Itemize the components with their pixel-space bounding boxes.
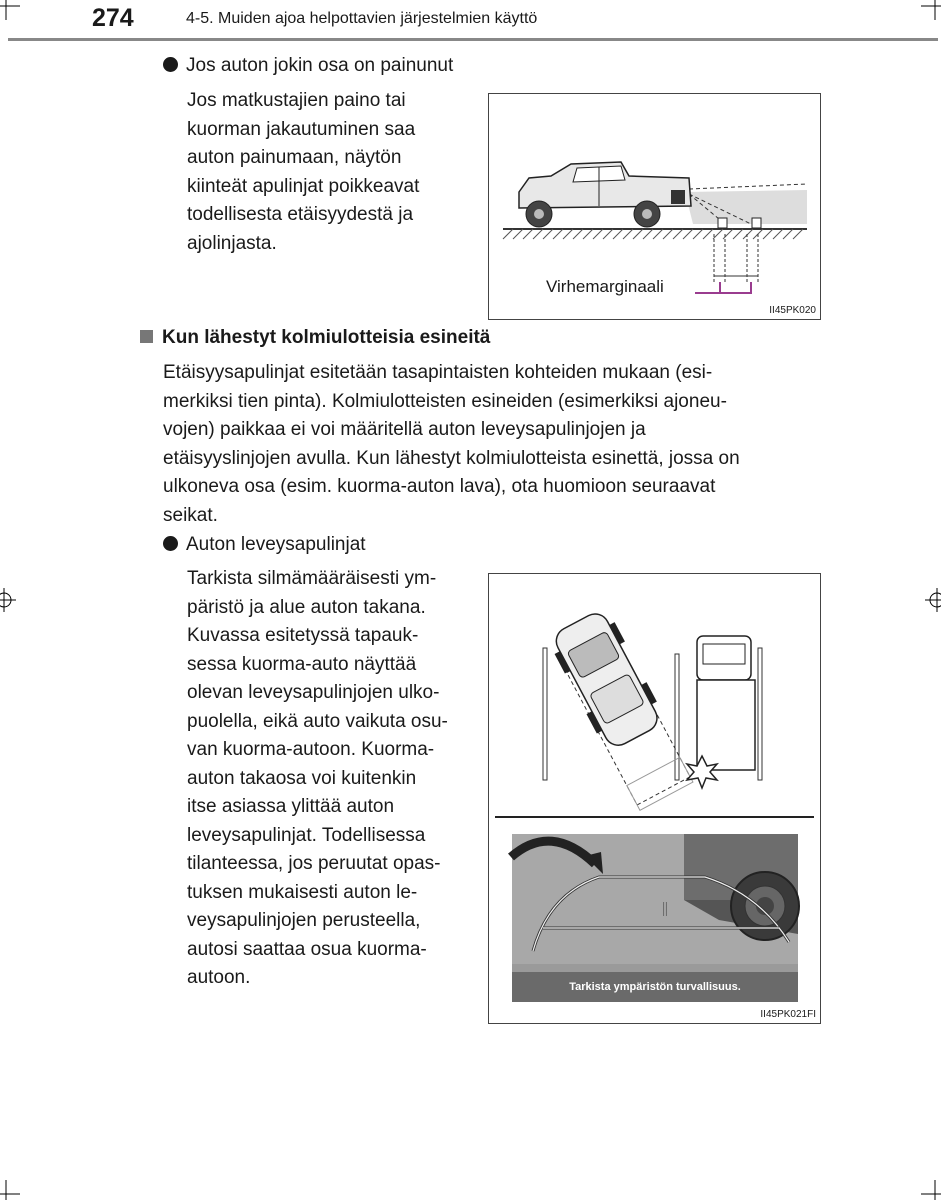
registration-mark-right xyxy=(925,588,941,612)
text-line: ulkoneva osa (esim. kuorma-auton lava), ota huomioon seuraavat xyxy=(163,476,716,497)
text-line: itse asiassa ylittää auton xyxy=(187,796,395,817)
figure-truck-overhang xyxy=(488,573,821,1024)
figure-code: II45PK021FI xyxy=(760,1009,816,1020)
section-title: 4-5. Muiden ajoa helpottavien järjestelmien käyttö xyxy=(186,10,538,27)
text-line: ajolinjasta. xyxy=(187,232,277,254)
registration-mark-left xyxy=(0,588,16,612)
block1-paragraph xyxy=(187,87,470,258)
text-line: päristö ja alue auton takana. xyxy=(187,596,426,618)
text-line: Jos matkustajien paino tai xyxy=(187,90,406,111)
camera-warning-text: Tarkista ympäristön turvallisuus. xyxy=(569,981,741,993)
block2-paragraph xyxy=(187,565,470,993)
crop-mark-top-right xyxy=(921,0,941,20)
bullet-dot-icon xyxy=(163,536,178,551)
text-line: sessa kuorma-auto näyttää xyxy=(187,653,417,675)
text-line: autoon. xyxy=(187,967,251,988)
text-line: veysapulinjojen perusteella, xyxy=(187,910,421,931)
error-margin-label: Virhemarginaali xyxy=(546,277,664,296)
text-line: autosi saattaa osua kuorma- xyxy=(187,938,427,960)
crop-mark-bottom-left xyxy=(0,1180,20,1200)
text-line: merkiksi tien pinta). Kolmiulotteisten esineiden (esimerkiksi ajoneu- xyxy=(163,390,727,412)
bullet-item-sagging xyxy=(163,52,453,80)
figure-code: II45PK020 xyxy=(769,305,816,316)
text-line: leveysapulinjat. Todellisessa xyxy=(187,824,426,846)
bullet-text: Jos auton jokin osa on painunut xyxy=(186,55,454,76)
bullet-dot-icon xyxy=(163,57,178,72)
text-line: van kuorma-autoon. Kuorma- xyxy=(187,739,435,760)
text-line: seikat. xyxy=(163,504,218,526)
parking-diagram xyxy=(489,574,820,1023)
text-line: etäisyyslinjojen avulla. Kun lähestyt kolmiulotteista esinettä, jossa on xyxy=(163,447,740,469)
text-line: Tarkista silmämääräisesti ym- xyxy=(187,568,437,589)
crop-mark-top-left xyxy=(0,0,20,20)
text-line: Etäisyysapulinjat esitetään tasapintaisten kohteiden mukaan (esi- xyxy=(163,362,713,383)
text-line: kuorman jakautuminen saa xyxy=(187,118,416,140)
text-line: auton takaosa voi kuitenkin xyxy=(187,767,417,789)
text-line: todellisesta etäisyydestä ja xyxy=(187,204,414,225)
section2-paragraph xyxy=(163,359,813,530)
bullet-item-width-lines xyxy=(163,531,366,559)
bullet-text: Auton leveysapulinjat xyxy=(186,534,366,555)
header-rule xyxy=(8,38,938,41)
text-line: auton painumaan, näytön xyxy=(187,147,402,168)
heading-text: Kun lähestyt kolmiulotteisia esineitä xyxy=(162,327,491,348)
section-heading xyxy=(140,327,490,349)
heading-square-icon xyxy=(140,330,153,343)
text-line: kiinteät apulinjat poikkeavat xyxy=(187,175,420,197)
text-line: olevan leveysapulinjojen ulko- xyxy=(187,682,440,703)
text-line: Kuvassa esitetyssä tapauk- xyxy=(187,625,419,646)
crop-mark-bottom-right xyxy=(921,1180,941,1200)
text-line: tuksen mukaisesti auton le- xyxy=(187,881,418,903)
text-line: tilanteessa, jos peruutat opas- xyxy=(187,853,441,874)
page-number: 274 xyxy=(92,4,134,32)
text-line: vojen) paikkaa ei voi määritellä auton leveysapulinjojen ja xyxy=(163,419,646,440)
text-line: puolella, eikä auto vaikuta osu- xyxy=(187,710,448,732)
figure-sagging-vehicle xyxy=(488,93,821,320)
